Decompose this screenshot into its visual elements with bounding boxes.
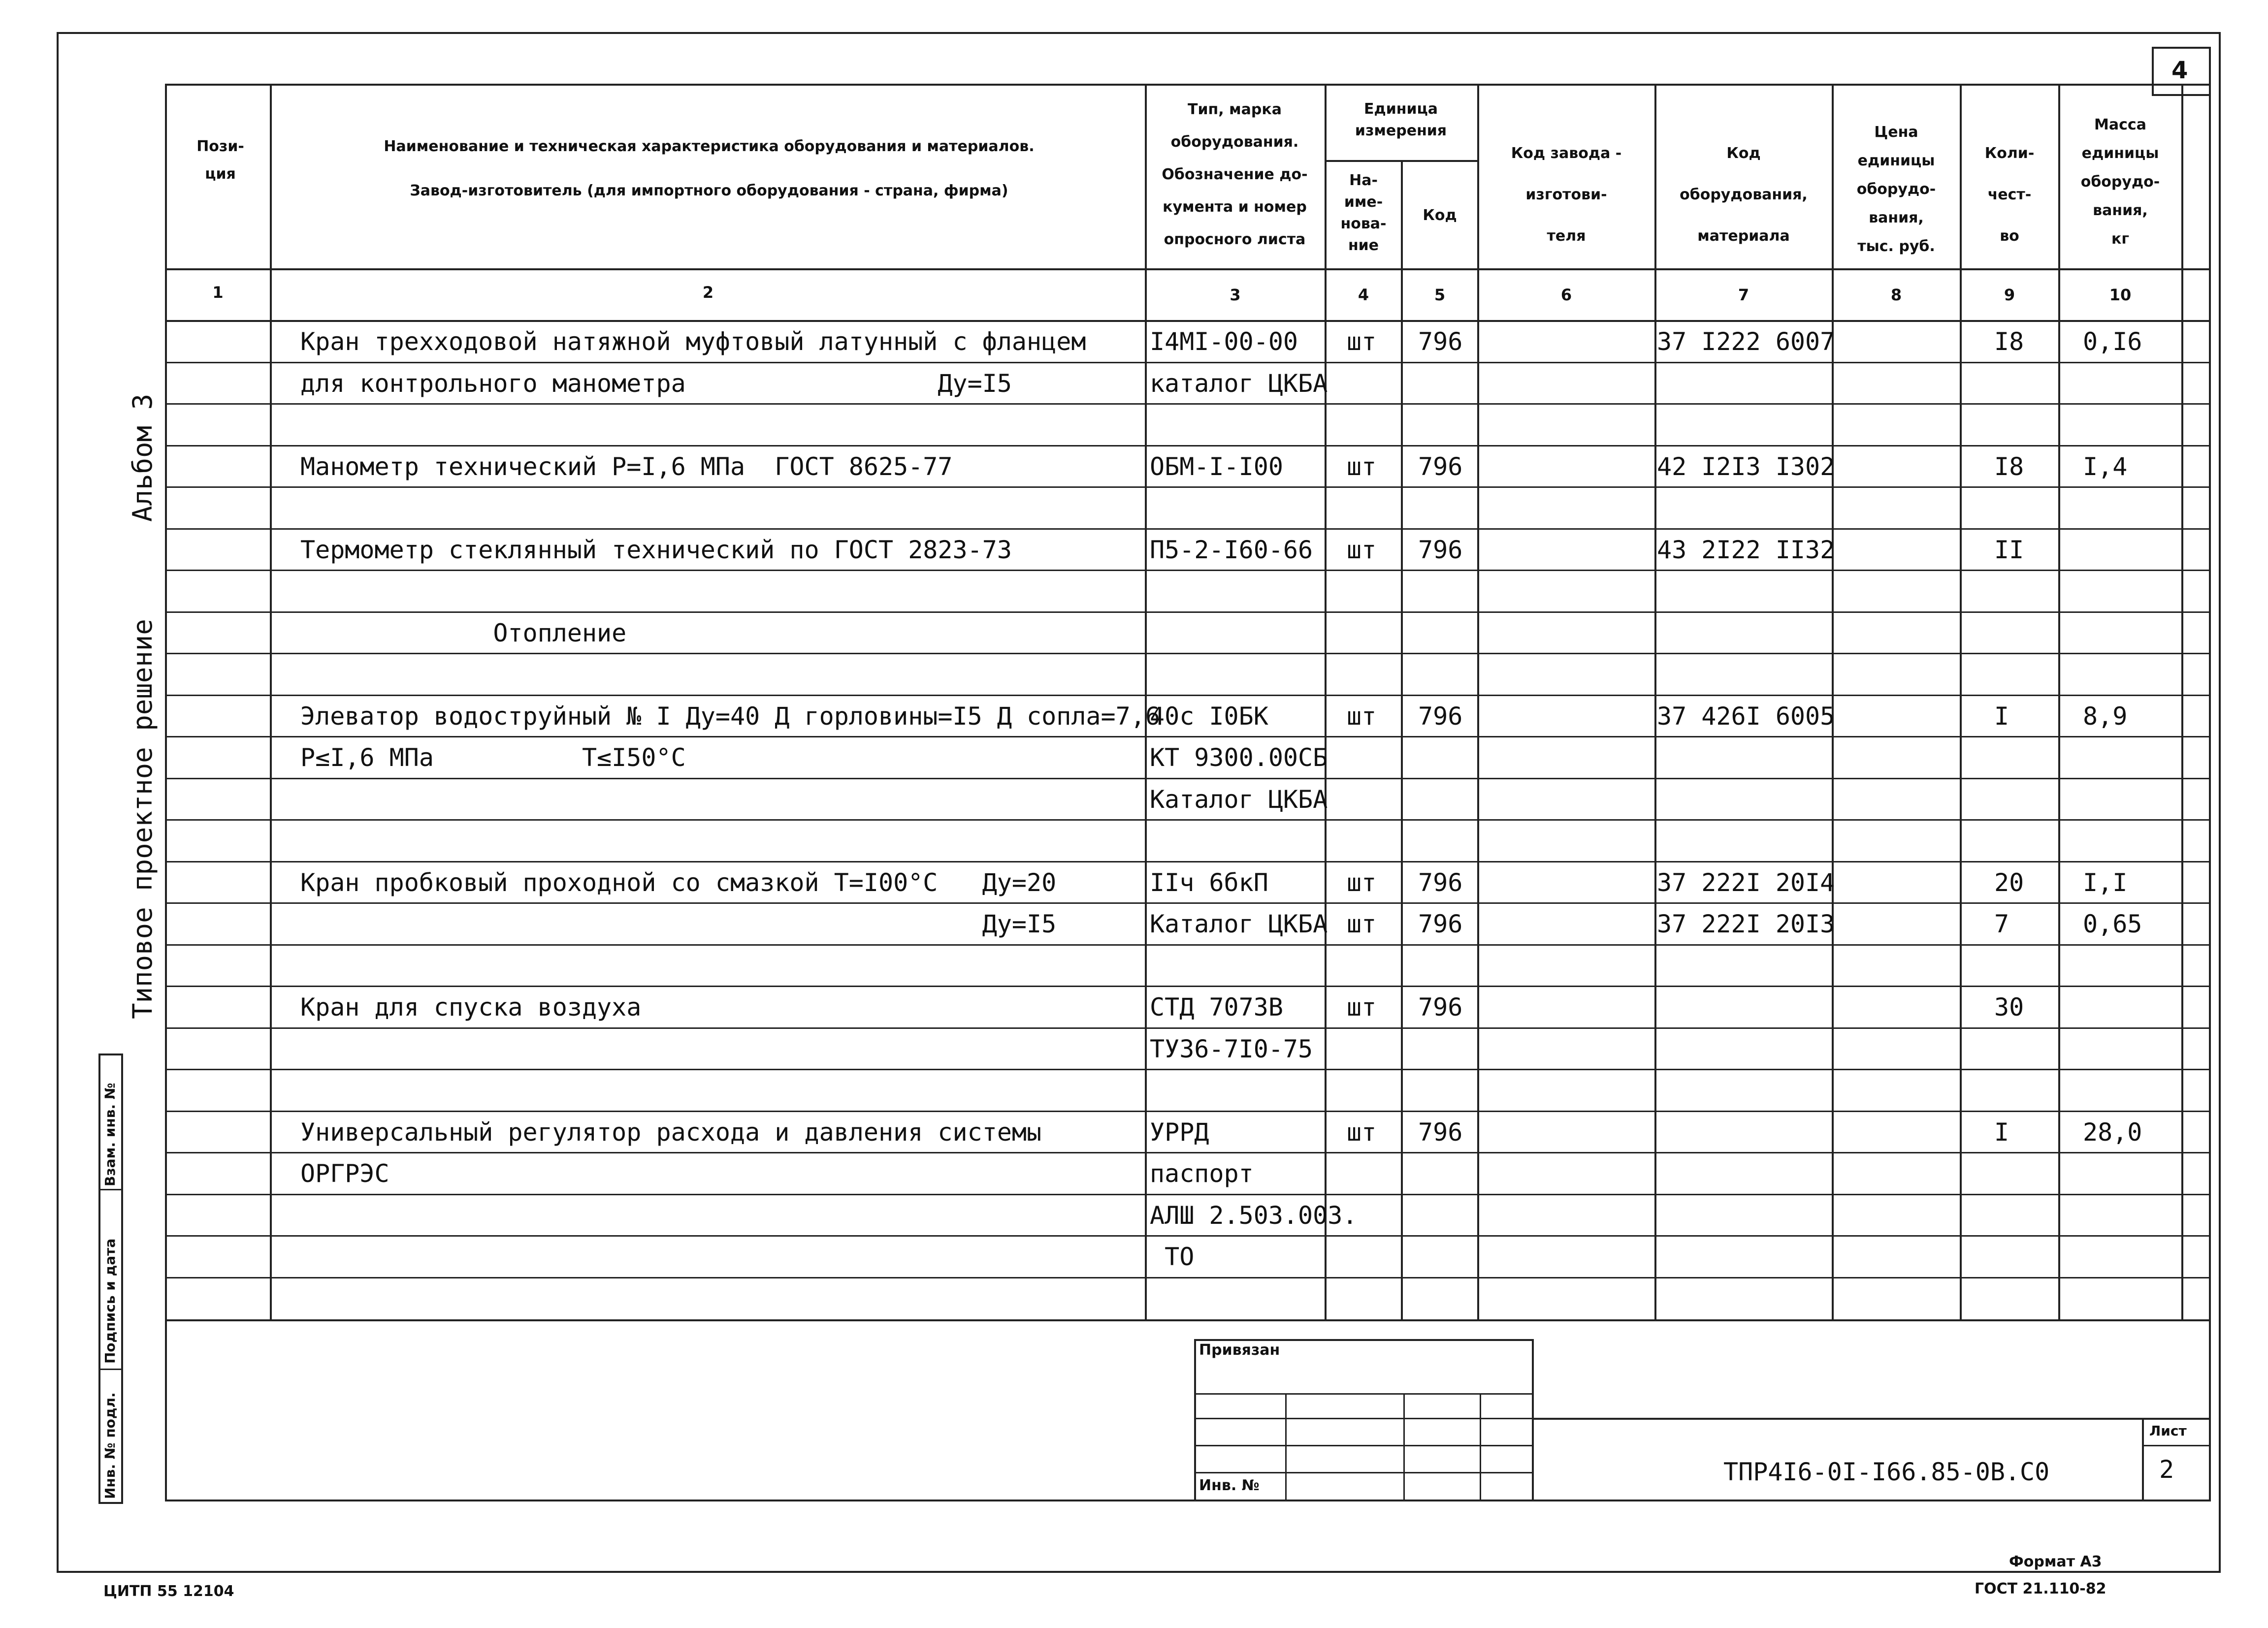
project-label: Типовое проектное решение xyxy=(127,619,158,1019)
cell-qty: I xyxy=(1994,702,2009,731)
cell-name: Кран трехходовой натяжной муфтовый латунный с фланцем xyxy=(300,327,1086,356)
row-line xyxy=(165,1277,2211,1278)
colnum-line xyxy=(165,320,2211,322)
cell-code: 796 xyxy=(1418,910,1463,938)
stamp-inv: Инв. № подл. xyxy=(102,1392,118,1499)
header-quantity: Коли- чест- во xyxy=(1984,145,2035,245)
cell-type: Каталог ЦКБА xyxy=(1150,910,1328,938)
cell-name: ОРГРЭС xyxy=(300,1159,389,1188)
cell-qty: I xyxy=(1994,1117,2009,1147)
cell-name: Элеватор водоструйный № I Ду=40 Д горловины=I5 Д сопла=7,6 xyxy=(300,702,1160,731)
cell-name: Манометр технический Р=I,6 МПа ГОСТ 8625-77 xyxy=(300,452,953,481)
cell-unit: шт xyxy=(1347,327,1377,356)
row-line xyxy=(165,1194,2211,1195)
bind-col xyxy=(1285,1393,1287,1501)
bind-col xyxy=(1403,1393,1405,1501)
row-line xyxy=(165,486,2211,488)
cell-qty: 20 xyxy=(1994,868,2024,897)
cell-code: 796 xyxy=(1418,702,1463,731)
cell-type: ТО xyxy=(1150,1243,1195,1271)
colnum: 1 xyxy=(212,283,224,302)
row-line xyxy=(165,695,2211,696)
row-line xyxy=(165,362,2211,363)
cell-type: АЛШ 2.503.003. xyxy=(1150,1201,1358,1230)
cell-equip: 37 426I 6005 xyxy=(1657,702,1835,731)
row-line xyxy=(165,1027,2211,1029)
cell-name: для контрольного манометра Ду=I5 xyxy=(300,369,1012,398)
cell-type: 40с I0БК xyxy=(1150,702,1268,731)
col-line xyxy=(1401,160,1403,1319)
colnum: 9 xyxy=(2004,286,2015,304)
page-number: 4 xyxy=(2171,57,2188,84)
row-line xyxy=(165,570,2211,571)
cell-type: I4MI-00-00 xyxy=(1150,327,1298,356)
colnum: 8 xyxy=(1890,286,1902,304)
cell-qty: I8 xyxy=(1994,452,2024,481)
cell-code: 796 xyxy=(1418,535,1463,564)
cell-mass: 8,9 xyxy=(2083,702,2128,731)
cell-equip: 37 222I 20I4 xyxy=(1657,868,1835,897)
cell-type: ТУ36-7I0-75 xyxy=(1150,1034,1313,1063)
cell-name: Ду=I5 xyxy=(300,910,1057,938)
bind-line xyxy=(1194,1445,1534,1446)
row-line xyxy=(165,819,2211,821)
cell-name: Универсальный регулятор расхода и давления системы xyxy=(300,1117,1042,1147)
cell-name: Термометр стеклянный технический по ГОСТ 2823-73 xyxy=(300,535,1012,564)
cell-name: Р≤I,6 МПа Т≤I50°С xyxy=(300,743,686,772)
colnum: 7 xyxy=(1738,286,1750,304)
cell-name: Отопление xyxy=(300,618,627,647)
cell-mass: 0,65 xyxy=(2083,910,2142,938)
sheet-box-line xyxy=(2142,1445,2211,1446)
header-equipment-code: Код оборудования, материала xyxy=(1680,145,1808,245)
stamp-line xyxy=(98,1189,123,1190)
bind-col xyxy=(1480,1393,1481,1501)
colnum: 3 xyxy=(1230,286,1241,304)
title-block-top xyxy=(1534,1418,2211,1420)
cell-type: СТД 7073В xyxy=(1150,993,1283,1021)
cell-type: УРРД xyxy=(1150,1117,1209,1147)
header-unit-group: Единица измерения xyxy=(1355,100,1447,139)
row-line xyxy=(165,861,2211,862)
cell-mass: 28,0 xyxy=(2083,1117,2142,1147)
bind-line xyxy=(1194,1393,1534,1395)
cell-qty: 30 xyxy=(1994,993,2024,1021)
cell-equip: 43 2I22 II32 xyxy=(1657,535,1835,564)
cell-type: IIч 6бкП xyxy=(1150,868,1268,897)
cell-type: паспорт xyxy=(1150,1159,1254,1188)
row-line xyxy=(165,944,2211,946)
row-line xyxy=(165,653,2211,654)
cell-code: 796 xyxy=(1418,327,1463,356)
row-line xyxy=(165,1069,2211,1070)
cell-type: КТ 9300.00СБ xyxy=(1150,743,1328,772)
stamp-line xyxy=(98,1369,123,1370)
cell-qty: 7 xyxy=(1994,910,2009,938)
row-line xyxy=(165,1111,2211,1112)
row-line xyxy=(165,1152,2211,1153)
cell-mass: I,4 xyxy=(2083,452,2128,481)
bind-inv: Инв. № xyxy=(1199,1477,1260,1494)
cell-unit: шт xyxy=(1347,910,1377,938)
standard-label: ГОСТ 21.110-82 xyxy=(1975,1580,2106,1597)
header-unit-code: Код xyxy=(1423,207,1457,224)
cell-equip: 37 I222 6007 xyxy=(1657,327,1835,356)
cell-equip: 42 I2I3 I302 xyxy=(1657,452,1835,481)
row-line xyxy=(165,445,2211,447)
cell-code: 796 xyxy=(1418,452,1463,481)
sheet-number: 2 xyxy=(2159,1455,2174,1484)
cell-unit: шт xyxy=(1347,535,1377,564)
header-type: Тип, марка оборудования. Обозначение до- кумента и номер опросного листа xyxy=(1162,101,1308,248)
cell-mass: I,I xyxy=(2083,868,2128,897)
row-line xyxy=(165,902,2211,904)
colnum: 5 xyxy=(1434,286,1446,304)
cell-qty: II xyxy=(1994,535,2024,564)
colnum: 10 xyxy=(2109,286,2132,304)
cell-type: П5-2-I60-66 xyxy=(1150,535,1313,564)
sheet-label: Лист xyxy=(2149,1423,2187,1439)
colnum: 2 xyxy=(702,283,714,302)
stamp-vzam: Взам. инв. № xyxy=(102,1083,118,1186)
bind-title: Привязан xyxy=(1199,1341,1280,1359)
header-name-line2: Завод-изготовитель (для импортного оборудования - страна, фирма) xyxy=(410,182,1008,199)
header-name-line1: Наименование и техническая характеристика оборудования и материалов. xyxy=(384,138,1035,155)
cell-type: ОБМ-I-I00 xyxy=(1150,452,1283,481)
header-mass: Масса единицы оборудо- вания, кг xyxy=(2080,116,2160,248)
cell-code: 796 xyxy=(1418,868,1463,897)
cell-type: Каталог ЦКБА xyxy=(1150,785,1328,814)
cell-name: Кран пробковый проходной со смазкой Т=I00°С Ду=20 xyxy=(300,868,1057,897)
cell-unit: шт xyxy=(1347,868,1377,897)
colnum: 6 xyxy=(1560,286,1572,304)
cell-type: каталог ЦКБА xyxy=(1150,369,1328,398)
unit-group-line xyxy=(1325,160,1477,162)
header-position: Пози- ция xyxy=(196,138,244,183)
cell-mass: 0,I6 xyxy=(2083,327,2142,356)
cell-code: 796 xyxy=(1418,993,1463,1021)
row-line xyxy=(165,1235,2211,1237)
header-plant-code: Код завода - изготови- теля xyxy=(1511,145,1622,245)
row-line xyxy=(165,403,2211,405)
row-line xyxy=(165,528,2211,530)
body-bottom-line xyxy=(165,1319,2211,1321)
row-line xyxy=(165,986,2211,987)
cell-unit: шт xyxy=(1347,452,1377,481)
format-label: Формат А3 xyxy=(2009,1553,2102,1570)
footer-left-code: ЦИТП 55 12104 xyxy=(103,1583,234,1600)
document-code: ТПР4I6-0I-I66.85-0В.С0 xyxy=(1723,1458,2050,1486)
header-price: Цена единицы оборудо- вания, тыс. руб. xyxy=(1856,124,1936,255)
row-line xyxy=(165,736,2211,737)
cell-name: Кран для спуска воздуха xyxy=(300,993,642,1021)
row-line xyxy=(165,778,2211,779)
cell-unit: шт xyxy=(1347,993,1377,1021)
cell-unit: шт xyxy=(1347,702,1377,731)
bind-line xyxy=(1194,1418,1534,1419)
cell-equip: 37 222I 20I3 xyxy=(1657,910,1835,938)
row-line xyxy=(165,611,2211,613)
header-unit-name: На- име- нова- ние xyxy=(1340,172,1387,254)
header-line xyxy=(165,268,2211,270)
bind-line xyxy=(1194,1472,1534,1473)
cell-qty: I8 xyxy=(1994,327,2024,356)
album-label: Альбом 3 xyxy=(127,393,158,522)
stamp-podpis: Подпись и дата xyxy=(102,1238,118,1364)
colnum: 4 xyxy=(1358,286,1369,304)
cell-code: 796 xyxy=(1418,1117,1463,1147)
cell-unit: шт xyxy=(1347,1117,1377,1147)
